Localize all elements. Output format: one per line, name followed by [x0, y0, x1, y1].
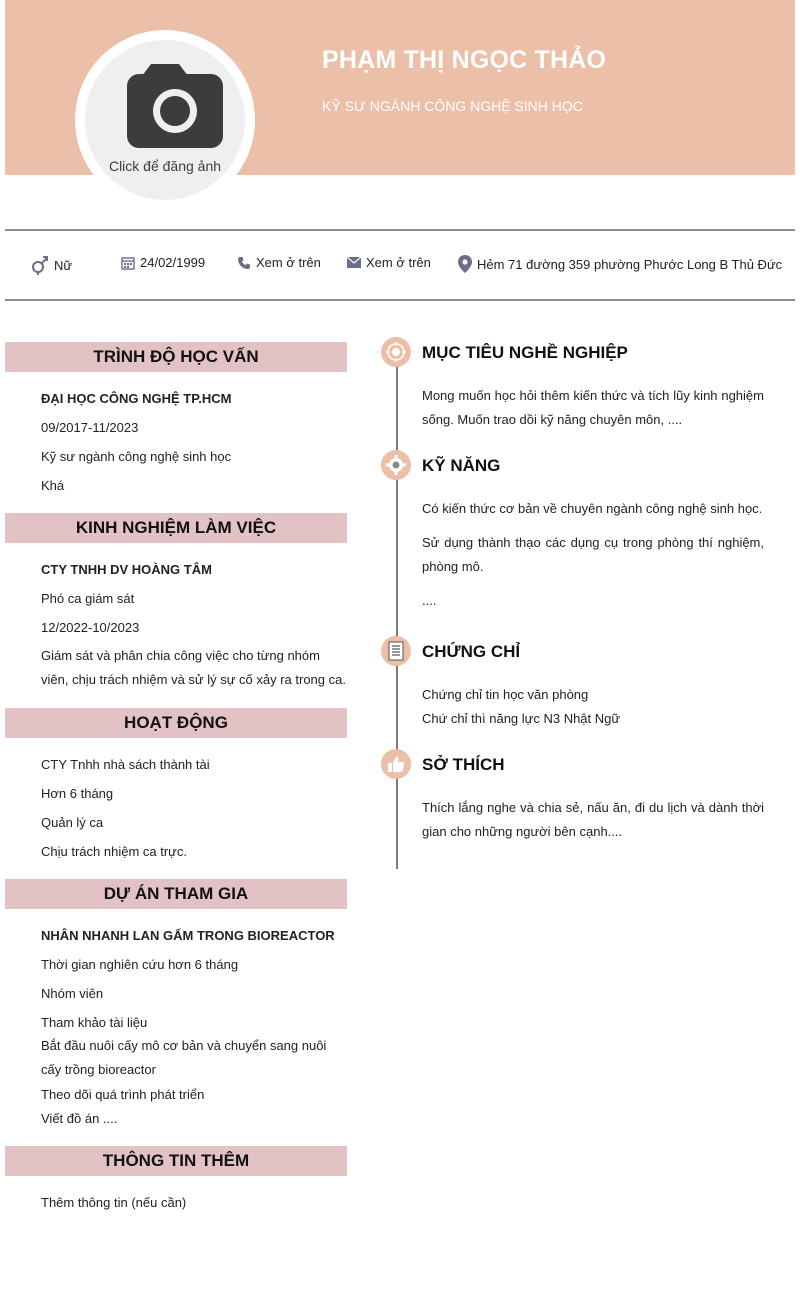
- education-grade: Khá: [41, 478, 65, 493]
- certificate-icon: [381, 636, 411, 666]
- projects-heading: DỰ ÁN THAM GIA: [5, 879, 347, 909]
- calendar-icon: [121, 256, 135, 270]
- activities-duration: Hơn 6 tháng: [41, 786, 114, 801]
- experience-heading: KINH NGHIỆM LÀM VIỆC: [5, 513, 347, 543]
- dob-value: 24/02/1999: [140, 255, 206, 270]
- contact-dob: [121, 255, 205, 270]
- experience-period: 12/2022-10/2023: [41, 620, 140, 635]
- certificate-item: Chứng chỉ tin học văn phòng: [422, 687, 589, 702]
- avatar-frame: [75, 30, 255, 210]
- experience-description: Giám sát và phân chia công việc cho từng nhóm viên, chịu trách nhiệm và sử lý sự cố xảy ra trong ca.: [41, 648, 346, 687]
- email-value: Xem ở trên: [366, 255, 431, 270]
- project-task: Theo dõi quá trình phát triển: [41, 1087, 205, 1102]
- skill-item: ....: [422, 593, 437, 608]
- skill-item: Sử dụng thành thạo các dụng cụ trong phòng thí nghiệm, phòng mô.: [422, 535, 764, 574]
- hobbies-text: Thích lắng nghe và chia sẻ, nấu ăn, đi du lịch và dành thời gian cho những người bên cạnh....: [422, 800, 764, 839]
- target-icon: [381, 337, 411, 367]
- contact-phone: [237, 255, 321, 270]
- phone-icon: [237, 256, 251, 270]
- experience-position: Phó ca giám sát: [41, 591, 135, 606]
- candidate-name: PHẠM THỊ NGỌC THẢO: [322, 46, 607, 74]
- project-task: Tham khảo tài liệu: [41, 1015, 148, 1030]
- activities-heading: HOẠT ĐỘNG: [5, 708, 347, 738]
- avatar-caption: Click để đăng ảnh: [108, 158, 222, 174]
- contact-gender: [31, 255, 72, 275]
- extra-text: Thêm thông tin (nếu cần): [41, 1195, 187, 1210]
- education-heading: TRÌNH ĐỘ HỌC VẤN: [5, 342, 347, 372]
- timeline-line: [396, 352, 398, 869]
- thumbs-up-icon: [381, 749, 411, 779]
- certificates-heading: CHỨNG CHỈ: [422, 642, 521, 661]
- hobbies-heading: SỞ THÍCH: [422, 755, 505, 774]
- project-name: NHÂN NHANH LAN GẤM TRONG BIOREACTOR: [41, 928, 335, 943]
- contact-address: [458, 255, 782, 273]
- address-value: Hẻm 71 đường 359 phường Phước Long B Thủ Đức: [477, 256, 783, 272]
- certificate-item: Chứ chỉ thì năng lực N3 Nhật Ngữ: [422, 711, 621, 726]
- location-pin-icon: [458, 255, 472, 273]
- envelope-icon: [347, 257, 361, 268]
- education-major: Kỹ sư ngành công nghệ sinh học: [41, 449, 232, 464]
- contact-email: [347, 255, 431, 270]
- education-period: 09/2017-11/2023: [41, 420, 139, 435]
- objective-heading: MỤC TIÊU NGHỀ NGHIỆP: [422, 343, 628, 362]
- camera-icon: [85, 40, 245, 160]
- project-role: Nhóm viên: [41, 986, 104, 1001]
- activities-description: Chịu trách nhiệm ca trực.: [41, 844, 187, 859]
- phone-value: Xem ở trên: [256, 255, 321, 270]
- project-task: Viết đồ án ....: [41, 1111, 118, 1126]
- project-task: Bắt đầu nuôi cấy mô cơ bản và chuyển sang nuôi cấy trồng bioreactor: [41, 1038, 327, 1077]
- contact-bar: [5, 229, 795, 301]
- education-school: ĐẠI HỌC CÔNG NGHỆ TP.HCM: [41, 391, 232, 406]
- skill-item: Có kiến thức cơ bản về chuyên ngành công nghệ sinh học.: [422, 501, 763, 516]
- experience-company: CTY TNHH DV HOÀNG TÂM: [41, 562, 212, 577]
- skills-heading: KỸ NĂNG: [422, 456, 501, 475]
- gear-icon: [381, 450, 411, 480]
- objective-text: Mong muốn học hỏi thêm kiến thức và tích lũy kinh nghiệm sống. Muốn trao dồi kỹ năng chuyên môn, ....: [422, 388, 764, 427]
- candidate-title: KỸ SƯ NGÀNH CÔNG NGHỆ SINH HỌC: [322, 98, 583, 114]
- project-duration: Thời gian nghiên cứu hơn 6 tháng: [41, 957, 239, 972]
- activities-role: Quản lý ca: [41, 815, 104, 830]
- activities-org: CTY Tnhh nhà sách thành tài: [41, 757, 210, 772]
- extra-heading: THÔNG TIN THÊM: [5, 1146, 347, 1176]
- avatar-upload[interactable]: [85, 40, 245, 200]
- gender-value: Nữ: [54, 257, 73, 273]
- gender-icon: [31, 255, 49, 275]
